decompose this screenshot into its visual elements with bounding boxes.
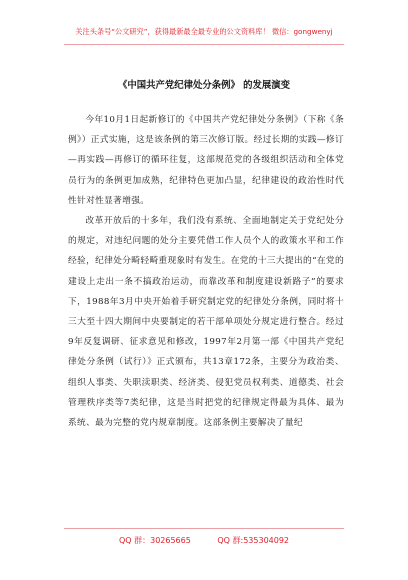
header-promo-note: 关注头条号“公文研究”，获得最新最全最专业的公文资料库！ 微信：gongwenyj (75, 27, 333, 36)
footer-divider (64, 528, 344, 529)
document-title: 《中国共产党纪律处分条例》 的发展演变 (117, 80, 290, 91)
document-body (68, 110, 344, 433)
footer-contacts (0, 535, 408, 546)
footer-qq-group-2: QQ 群:535304092 (217, 536, 290, 545)
footer-qq-group-1: QQ 群：30265665 (118, 536, 191, 545)
body-paragraph: 今年10月1日起新修订的《中国共产党纪律处分条例》（下称《条例》）正式实施，这是该条例的第三次修订版。经过长期的实践—修订—再实践—再修订的循环往复，这部规范党的各级组织活动和全体党员行为的条例更加成熟，纪律特色更加凸显，纪律建设的政治性时代性针对性显著增强。 (68, 115, 344, 206)
header-divider (64, 44, 344, 45)
body-paragraph: 改革开放后的十多年，我们没有系统、全面地制定关于党纪处分的规定，对违纪问题的处分主要凭借工作人员个人的政策水平和工作经验，纪律处分畸轻畸重现象时有发生。在党的十三大提出的“在党的建设上走出一条不搞政治运动，而靠改革和制度建设新路子”的要求下，1988年3月中央开始着手研究制定党的纪律处分条例，同时将十三大至十四大期间中央要制定的若干部单项处分规定进行整合。经过9年反复调研、征求意见和修改，1997年2月第一部《中国共产党纪律处分条例（试行）》正式颁布，共13章172条，主要分为政治类、组织人事类、失职渎职类、经济类、侵犯党员权利类、道德类、社会管理秩序类等7类纪律，这是当时把党的纪律规定得最为具体、最为系统、最为完整的党内规章制度。这部条例主要解决了量纪 (68, 216, 344, 429)
